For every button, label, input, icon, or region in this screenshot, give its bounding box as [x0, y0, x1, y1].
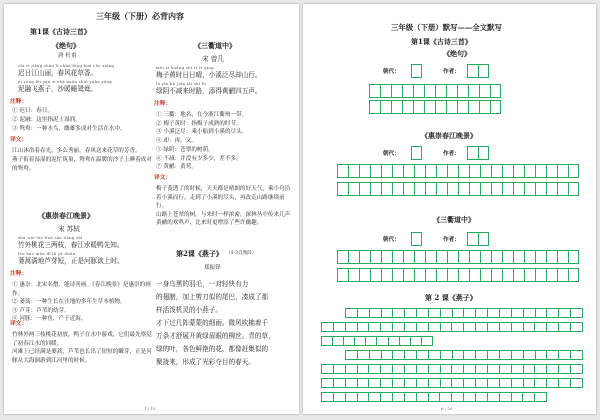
lesson2-answer-row[interactable]: [321, 364, 583, 374]
lesson2-line: 绿的叶，各色鲜艳的花，都像赶集似的: [156, 345, 269, 353]
poem2-translation: [12, 331, 152, 365]
poem2-notes: [12, 281, 152, 324]
poem1-trans-line: 江山沐浴着春光，多么秀丽，春风送来花草的芳香。: [12, 148, 141, 154]
poem2-title: 《惠崇春江晚景》: [38, 211, 94, 220]
poem1-trans-line: 燕子衔着湿湿的泥忙筑巢，鸳鸯在温暖的沙子上睡着成对的鸳鸯。: [12, 157, 152, 172]
poem1-line2: 泥融飞燕子，沙暖睡鸳鸯。: [18, 85, 98, 93]
right-poem3-title: 《三衢道中》: [433, 215, 475, 224]
poem3-trans-label: 译文：: [154, 175, 172, 181]
poem1-title: 《绝句》: [52, 41, 80, 50]
lesson2-answer-row[interactable]: [321, 378, 583, 388]
author-label: 作者：: [443, 237, 460, 243]
left-page-title: 三年级（下册）必背内容: [96, 11, 184, 21]
lesson2-line: 才下过几阵蒙蒙的细雨。微风吹拂着千: [156, 319, 269, 327]
right-lesson2-heading: 第 2 课《燕子》: [425, 293, 477, 302]
poem1-note: ② 泥融：这里指泥土湿润。: [12, 117, 81, 123]
poem3-author: 宋 曾几: [202, 55, 224, 63]
author-grid[interactable]: [467, 232, 489, 246]
pinyin-line: méi zi huáng shí rì rì qíng: [156, 65, 214, 70]
lesson2-range: （1-3自然段）: [226, 251, 257, 256]
dynasty-grid[interactable]: [411, 64, 422, 78]
poem1-answer-grid[interactable]: [369, 84, 501, 98]
poem3-title: 《三衢道中》: [194, 41, 236, 50]
poem2-line1: 竹外桃花三两枝，春江水暖鸭先知。: [18, 241, 124, 249]
poem2-line2: 蒌蒿满地芦芽短，正是河豚欲上时。: [18, 257, 124, 265]
poem3-note: ③ 小溪泛尽：乘小船到小溪的尽头。: [156, 129, 248, 136]
page-number: 1 / 10: [144, 406, 156, 411]
poem1-notes-label: 注释：: [10, 99, 28, 105]
dynasty-label: 朝代：: [383, 69, 400, 75]
page-right: [303, 4, 596, 414]
poem1-trans-label: 译文：: [10, 137, 28, 143]
poem2-trans-line: 河滩上已经满是蒌蒿，芦苇也长出了短短的嫩芽，正是河豚从大海洄游到江河里的时候。: [12, 349, 152, 364]
lesson2-line: 一身乌黑的羽毛，一对轻快有力: [156, 280, 249, 288]
page-left: [4, 4, 299, 414]
poem3-notes: [156, 111, 292, 172]
poem2-note: ④ 河豚：一种鱼，产于近海。: [12, 316, 87, 322]
poem3-note: ⑥ 不减：并没有少多少，差不多。: [156, 155, 242, 162]
poem1-translation: [12, 147, 152, 174]
poem2-note: ③ 芦芽：芦苇的幼芽。: [12, 307, 70, 314]
poem3-answer-grid[interactable]: [337, 268, 579, 282]
poem3-trans-line: 山路上苍翠的树，与来时一样浓密，深林丛中传来几声黄鹂的欢鸣声，比来时更增添了些许幽趣。: [156, 211, 291, 226]
author-grid[interactable]: [467, 64, 489, 78]
poem3-line2: 绿阴不减来时路，添得黄鹂四五声。: [156, 87, 262, 95]
pinyin-line: zhú wài táo huā sān liǎng zhī: [18, 235, 83, 240]
right-lesson1-heading: 第1课《古诗三首》: [411, 37, 472, 46]
lesson2-line: 的翅膀，加上剪刀似的尾巴，凑成了那: [156, 293, 269, 301]
poem3-note: ⑤ 绿阴：苍翠的树荫。: [156, 146, 214, 153]
right-poem1-title: 《绝句》: [443, 49, 471, 58]
poem2-answer-grid[interactable]: [337, 182, 579, 196]
author-grid[interactable]: [467, 146, 489, 160]
author-label: 作者：: [443, 69, 460, 75]
lesson2-line: 万条才舒展开黄绿眉眼的柳丝。青的草，: [156, 332, 275, 340]
poem2-note: ① 惠崇：北宋名僧、能诗善画。《春江晚景》是惠崇的画作。: [12, 282, 151, 297]
poem3-trans-line: 梅子黄透了的时候，天天都是晴朗的好天气，乘小舟沿着小溪而行，走到了小溪的尽头，再改走山路继续前行。: [156, 186, 291, 209]
dynasty-grid[interactable]: [411, 232, 422, 246]
lesson2-answer-row[interactable]: [345, 308, 583, 318]
poem1-line1: 迟日江山丽，春风花草香。: [18, 69, 98, 77]
poem3-line1: 梅子黄时日日晴，小溪泛尽却山行。: [156, 71, 262, 79]
poem2-trans-label: 译文：: [10, 321, 28, 327]
poem2-notes-label: 注释：: [10, 271, 28, 277]
poem1-answer-grid[interactable]: [369, 100, 501, 114]
dynasty-label: 朝代：: [383, 237, 400, 243]
poem1-note: ① 迟日：春日。: [12, 108, 53, 114]
dynasty-label: 朝代：: [383, 151, 400, 157]
lesson2-answer-row[interactable]: [321, 336, 433, 346]
lesson1-heading: 第1课《古诗三首》: [30, 27, 91, 36]
poem3-note: ④ 却：再，又。: [156, 138, 197, 145]
right-page-title: 三年级（下册）默写——全文默写: [391, 23, 502, 32]
poem3-translation: [156, 185, 292, 228]
lesson2-line: 聚拢来，形成了光彩夺目的春天。: [156, 358, 255, 366]
poem1-note: ③ 鸳鸯：一种水鸟，雌雄多成对生活在水中。: [12, 126, 126, 132]
lesson2-line: 样活泼机灵的小燕子。: [156, 306, 222, 314]
lesson2-heading: 第2课《燕子》: [176, 249, 223, 258]
poem3-answer-grid[interactable]: [337, 250, 579, 264]
author-label: 作者：: [443, 151, 460, 157]
dynasty-grid[interactable]: [411, 146, 422, 160]
lesson2-answer-row[interactable]: [321, 392, 547, 402]
poem3-note: ② 梅子黄时：指梅子成熟的时节。: [156, 120, 242, 127]
poem2-answer-grid[interactable]: [337, 164, 579, 178]
poem3-note: ① 三衢：地名，在今浙江衢州一带。: [156, 112, 248, 118]
lesson2-answer-row[interactable]: [321, 322, 583, 332]
right-poem2-title: 《惠崇春江晚景》: [421, 131, 477, 140]
pinyin-line: lǜ yīn bù jiǎn lái shí lù: [156, 81, 207, 86]
poem1-author: 唐 杜甫: [58, 53, 77, 59]
pinyin-line: lóu hāo mǎn dì lú yá duǎn: [18, 251, 76, 256]
pinyin-line: chí rì jiāng shān lì chūn fēng huā cǎo xiāng: [18, 63, 115, 68]
lesson2-author: 郑振铎: [204, 265, 221, 271]
poem2-trans-line: 竹林外两三枝桃花初放，鸭子在水中游戏，它们最先察觉了初春江水的回暖。: [12, 332, 152, 347]
lesson2-answer-row[interactable]: [345, 350, 583, 360]
poem2-author: 宋 苏轼: [58, 225, 80, 233]
poem2-note: ② 蒌蒿：一种生长在洼地的多年生草本植物。: [12, 299, 126, 305]
lesson2-text: [156, 278, 294, 369]
poem3-notes-label: 注释：: [154, 101, 172, 107]
page-number: 6 / 20: [441, 406, 453, 411]
pinyin-line: ní róng fēi yàn zi shā nuǎn shuì yuān yāng: [18, 79, 112, 84]
poem3-note: ⑦ 黄鹂：黄莺。: [156, 164, 197, 171]
